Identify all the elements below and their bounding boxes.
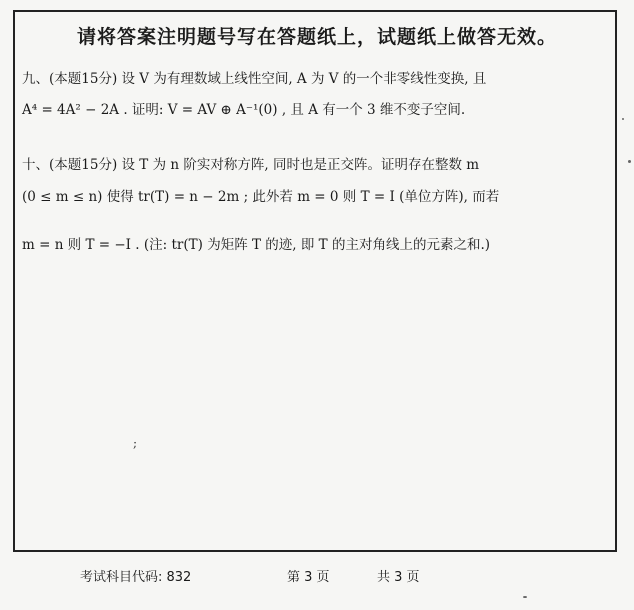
scan-speck — [622, 118, 624, 120]
question-9-line-2: A⁴ = 4A² − 2A . 证明: V = AV ⊕ A⁻¹(0) , 且 A 有一个 3 维不变子空间. — [22, 102, 466, 118]
question-9-line-1: 九、(本题15分) 设 V 为有理数域上线性空间, A 为 V 的一个非零线性变换, 且 — [22, 71, 487, 87]
question-10-line-3: m = n 则 T = −I . (注: tr(T) 为矩阵 T 的迹, 即 T 的主对角线上的元素之和.) — [22, 237, 491, 253]
stray-mark: ; — [133, 436, 138, 450]
page-total: 共 3 页 — [377, 570, 420, 585]
subject-code: 考试科目代码: 832 — [80, 570, 192, 585]
page-header: 请将答案注明题号写在答题纸上，试题纸上做答无效。 — [76, 26, 557, 48]
question-10-line-1: 十、(本题15分) 设 T 为 n 阶实对称方阵, 同时也是正交阵。证明存在整数 m — [22, 157, 480, 173]
answer-frame — [13, 10, 617, 552]
scan-speck — [628, 160, 631, 163]
scan-speck — [523, 596, 527, 598]
page-number: 第 3 页 — [287, 570, 330, 585]
question-10-line-2: (0 ≤ m ≤ n) 使得 tr(T) = n − 2m ; 此外若 m = 0 则 T = I (单位方阵), 而若 — [22, 189, 500, 205]
